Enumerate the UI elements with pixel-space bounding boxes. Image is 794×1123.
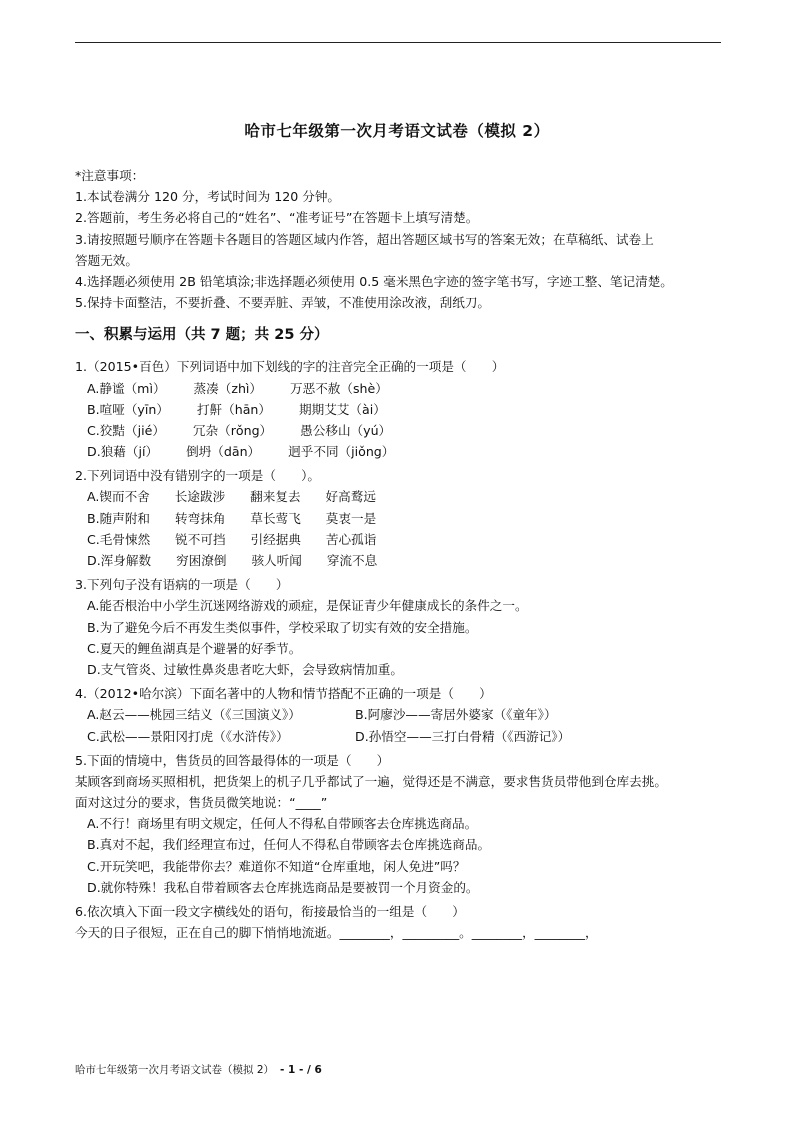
question-5 bbox=[75, 750, 735, 898]
option-text: 倒坍（dān） bbox=[186, 444, 261, 460]
option-word: 莫衷一是 bbox=[325, 510, 377, 526]
question-context: 今天的日子很短，正在自己的脚下悄悄地流逝。________，_________。________，________， bbox=[75, 925, 598, 941]
question-context: 面对这过分的要求，售货员微笑地说：“____” bbox=[75, 795, 328, 811]
question-3 bbox=[75, 574, 735, 680]
question-stem: 4.（2012•哈尔滨）下面名著中的人物和情节搭配不正确的一项是（ ） bbox=[75, 686, 492, 702]
option-word: 锐不可挡 bbox=[175, 531, 226, 547]
option-text: D.孙悟空——三打白骨精（《西游记》） bbox=[355, 728, 571, 744]
option-text: A.静谧（mì） bbox=[87, 380, 166, 396]
footer-label: 哈市七年级第一次月考语文试卷（模拟 2） bbox=[75, 1064, 275, 1076]
option-text: B.阿廖沙——寄居外婆家（《童年》） bbox=[355, 707, 557, 723]
note-line: 2.答题前，考生务必将自己的“姓名”、“准考证号”在答题卡上填写清楚。 bbox=[75, 210, 479, 226]
section-heading: 一、积累与运用（共 7 题；共 25 分） bbox=[75, 327, 329, 344]
option-row bbox=[75, 704, 735, 725]
option-text: 打鼾（hān） bbox=[196, 401, 272, 417]
question-4 bbox=[75, 683, 735, 747]
option-row bbox=[75, 726, 735, 747]
page-title: 哈市七年级第一次月考语文试卷（模拟 2） bbox=[244, 122, 550, 140]
question-stem: 3.下列句子没有语病的一项是（ ） bbox=[75, 577, 289, 593]
option-row bbox=[75, 508, 735, 529]
option-line: A.能否根治中小学生沉迷网络游戏的顽症，是保证青少年健康成长的条件之一。 bbox=[87, 598, 528, 614]
option-word: D.浑身解数 bbox=[87, 553, 152, 568]
note-line: 5.保持卡面整洁，不要折叠、不要弄脏、弄皱，不准使用涂改液，刮纸刀。 bbox=[75, 295, 491, 311]
option-word: 长途跋涉 bbox=[174, 489, 226, 505]
question-stem: 1.（2015•百色）下列词语中加下划线的字的注音完全正确的一项是（ ） bbox=[75, 359, 505, 375]
option-line: A.不行！商场里有明文规定，任何人不得私自带顾客去仓库挑选商品。 bbox=[87, 816, 478, 832]
option-line: B.为了避免今后不再发生类似事件，学校采取了切实有效的安全措施。 bbox=[87, 619, 478, 635]
option-word: 穿流不息 bbox=[326, 553, 378, 568]
note-line: 3.请按照题号顺序在答题卡各题目的答题区域内作答，超出答题区域书写的答案无效；在草稿纸、试卷上 bbox=[75, 231, 654, 247]
option-row bbox=[75, 399, 735, 420]
option-row bbox=[75, 486, 735, 507]
question-6 bbox=[75, 901, 735, 943]
note-line: 答题无效。 bbox=[75, 252, 138, 268]
option-text: 蒸凑（zhì） bbox=[193, 380, 263, 396]
option-line: C.夏天的鲤鱼湖真是个避暑的好季节。 bbox=[87, 640, 302, 656]
option-text: B.喧哑（yīn） bbox=[87, 401, 169, 417]
option-text: A.赵云——桃园三结义（《三国演义》） bbox=[87, 707, 301, 723]
note-line: 4.选择题必须使用 2B 铅笔填涂;非选择题必须使用 0.5 毫米黑色字迹的签字笔书写，字迹工整、笔记清楚。 bbox=[75, 273, 673, 289]
option-row bbox=[75, 550, 735, 571]
question-stem: 6.依次填入下面一段文字横线处的语句，衔接最恰当的一组是（ ） bbox=[75, 904, 465, 919]
option-word: 引经据典 bbox=[250, 531, 301, 547]
option-text: 期期艾艾（ài） bbox=[299, 401, 386, 417]
option-word: 草长莺飞 bbox=[250, 510, 301, 526]
question-2 bbox=[75, 465, 735, 571]
option-word: 翻来复去 bbox=[250, 489, 301, 505]
option-row bbox=[75, 441, 735, 462]
option-word: 苦心孤诣 bbox=[325, 531, 377, 547]
note-line: 1.本试卷满分 120 分，考试时间为 120 分钟。 bbox=[75, 189, 341, 205]
option-text: 万恶不赦（shè） bbox=[290, 380, 388, 396]
header-rule bbox=[75, 42, 721, 43]
question-context: 某顾客到商场买照相机，把货架上的机子几乎都试了一遍，觉得还是不满意，要求售货员带他到仓库去挑。 bbox=[75, 773, 667, 789]
question-stem: 2.下列词语中没有错别字的一项是（ ）。 bbox=[75, 468, 320, 484]
option-word: 转弯抹角 bbox=[175, 510, 226, 526]
page-footer bbox=[75, 1062, 322, 1077]
question-1 bbox=[75, 356, 735, 462]
option-row bbox=[75, 420, 735, 441]
notes-block bbox=[75, 165, 735, 313]
option-line: C.开玩笑吧，我能带你去？难道你不知道“仓库重地，闲人免进”吗？ bbox=[87, 858, 466, 874]
option-text: D.狼藉（jí） bbox=[87, 444, 159, 460]
option-text: 冗杂（rǒng） bbox=[192, 422, 273, 438]
option-line: B.真对不起，我们经理宣布过，任何人不得私自带顾客去仓库挑选商品。 bbox=[87, 837, 491, 853]
option-word: 穷困潦倒 bbox=[176, 553, 227, 568]
option-word: A.锲而不舍 bbox=[87, 489, 150, 505]
option-row bbox=[75, 529, 735, 550]
option-word: 好高鹜远 bbox=[325, 489, 376, 505]
option-text: 迥乎不同（jiǒng） bbox=[288, 444, 395, 460]
option-text: C.狡黠（jié） bbox=[87, 422, 165, 438]
option-text: C.武松——景阳冈打虎（《水浒传》） bbox=[87, 728, 289, 744]
option-text: 愚公移山（yú） bbox=[300, 422, 392, 438]
page-number: - 1 - / 6 bbox=[280, 1064, 322, 1076]
option-line: D.就你特殊！我私自带着顾客去仓库挑选商品是要被罚一个月资金的。 bbox=[87, 879, 479, 895]
notes-heading: *注意事项： bbox=[75, 168, 145, 183]
option-line: D.支气管炎、过敏性鼻炎患者吃大虾，会导致病情加重。 bbox=[87, 661, 403, 677]
option-row bbox=[75, 378, 735, 399]
option-word: 骇人听闻 bbox=[251, 553, 302, 568]
document-body bbox=[75, 165, 735, 943]
option-word: B.随声附和 bbox=[87, 510, 151, 526]
option-word: C.毛骨悚然 bbox=[87, 531, 151, 547]
question-stem: 5.下面的情境中，售货员的回答最得体的一项是（ ） bbox=[75, 752, 390, 768]
